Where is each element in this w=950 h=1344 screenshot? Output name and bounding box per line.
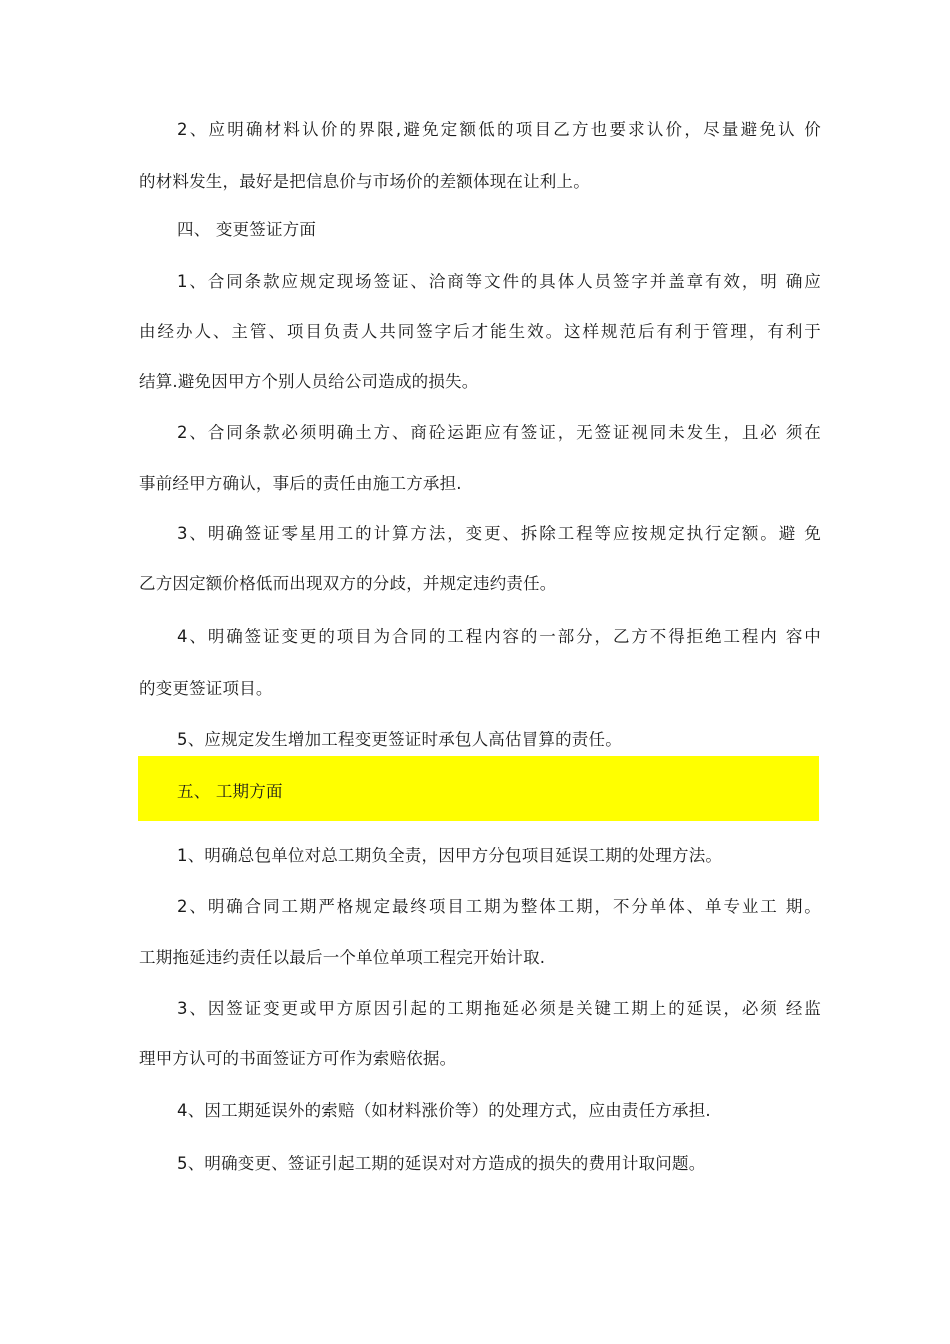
- paragraph-line: 2、明确合同工期严格规定最终项目工期为整体工期，不分单体、单专业工 期。: [177, 897, 821, 916]
- paragraph-line: 1、明确总包单位对总工期负全责，因甲方分包项目延误工期的处理方法。: [177, 846, 723, 865]
- paragraph-line: 理甲方认可的书面签证方可作为索赔依据。: [139, 1049, 457, 1068]
- paragraph-line: 乙方因定额价格低而出现双方的分歧，并规定违约责任。: [139, 574, 557, 593]
- paragraph-line: 1、合同条款应规定现场签证、洽商等文件的具体人员签字并盖章有效，明 确应: [177, 272, 821, 291]
- paragraph-line: 2、应明确材料认价的界限,避免定额低的项目乙方也要求认价，尽量避免认 价: [177, 120, 821, 139]
- section-heading: 五、 工期方面: [177, 782, 283, 801]
- paragraph-line: 5、明确变更、签证引起工期的延误对对方造成的损失的费用计取问题。: [177, 1154, 706, 1173]
- paragraph-line: 3、明确签证零星用工的计算方法，变更、拆除工程等应按规定执行定额。避 免: [177, 524, 821, 543]
- paragraph-line: 工期拖延违约责任以最后一个单位单项工程完开始计取.: [139, 948, 546, 967]
- paragraph-line: 的变更签证项目。: [139, 679, 273, 698]
- paragraph-line: 2、合同条款必须明确土方、商砼运距应有签证，无签证视同未发生，且必 须在: [177, 423, 821, 442]
- section-heading: 四、 变更签证方面: [177, 220, 317, 239]
- paragraph-line: 3、因签证变更或甲方原因引起的工期拖延必须是关键工期上的延误，必须 经监: [177, 999, 821, 1018]
- paragraph-line: 5、应规定发生增加工程变更签证时承包人高估冒算的责任。: [177, 730, 622, 749]
- paragraph-line: 的材料发生，最好是把信息价与市场价的差额体现在让利上。: [139, 172, 590, 191]
- paragraph-line: 事前经甲方确认，事后的责任由施工方承担.: [139, 474, 462, 493]
- paragraph-line: 结算.避免因甲方个别人员给公司造成的损失。: [139, 372, 479, 391]
- paragraph-line: 4、明确签证变更的项目为合同的工程内容的一部分，乙方不得拒绝工程内 容中: [177, 627, 821, 646]
- paragraph-line: 由经办人、主管、项目负责人共同签字后才能生效。这样规范后有利于管理，有利于: [139, 322, 821, 341]
- paragraph-line: 4、因工期延误外的索赔（如材料涨价等）的处理方式，应由责任方承担.: [177, 1101, 711, 1120]
